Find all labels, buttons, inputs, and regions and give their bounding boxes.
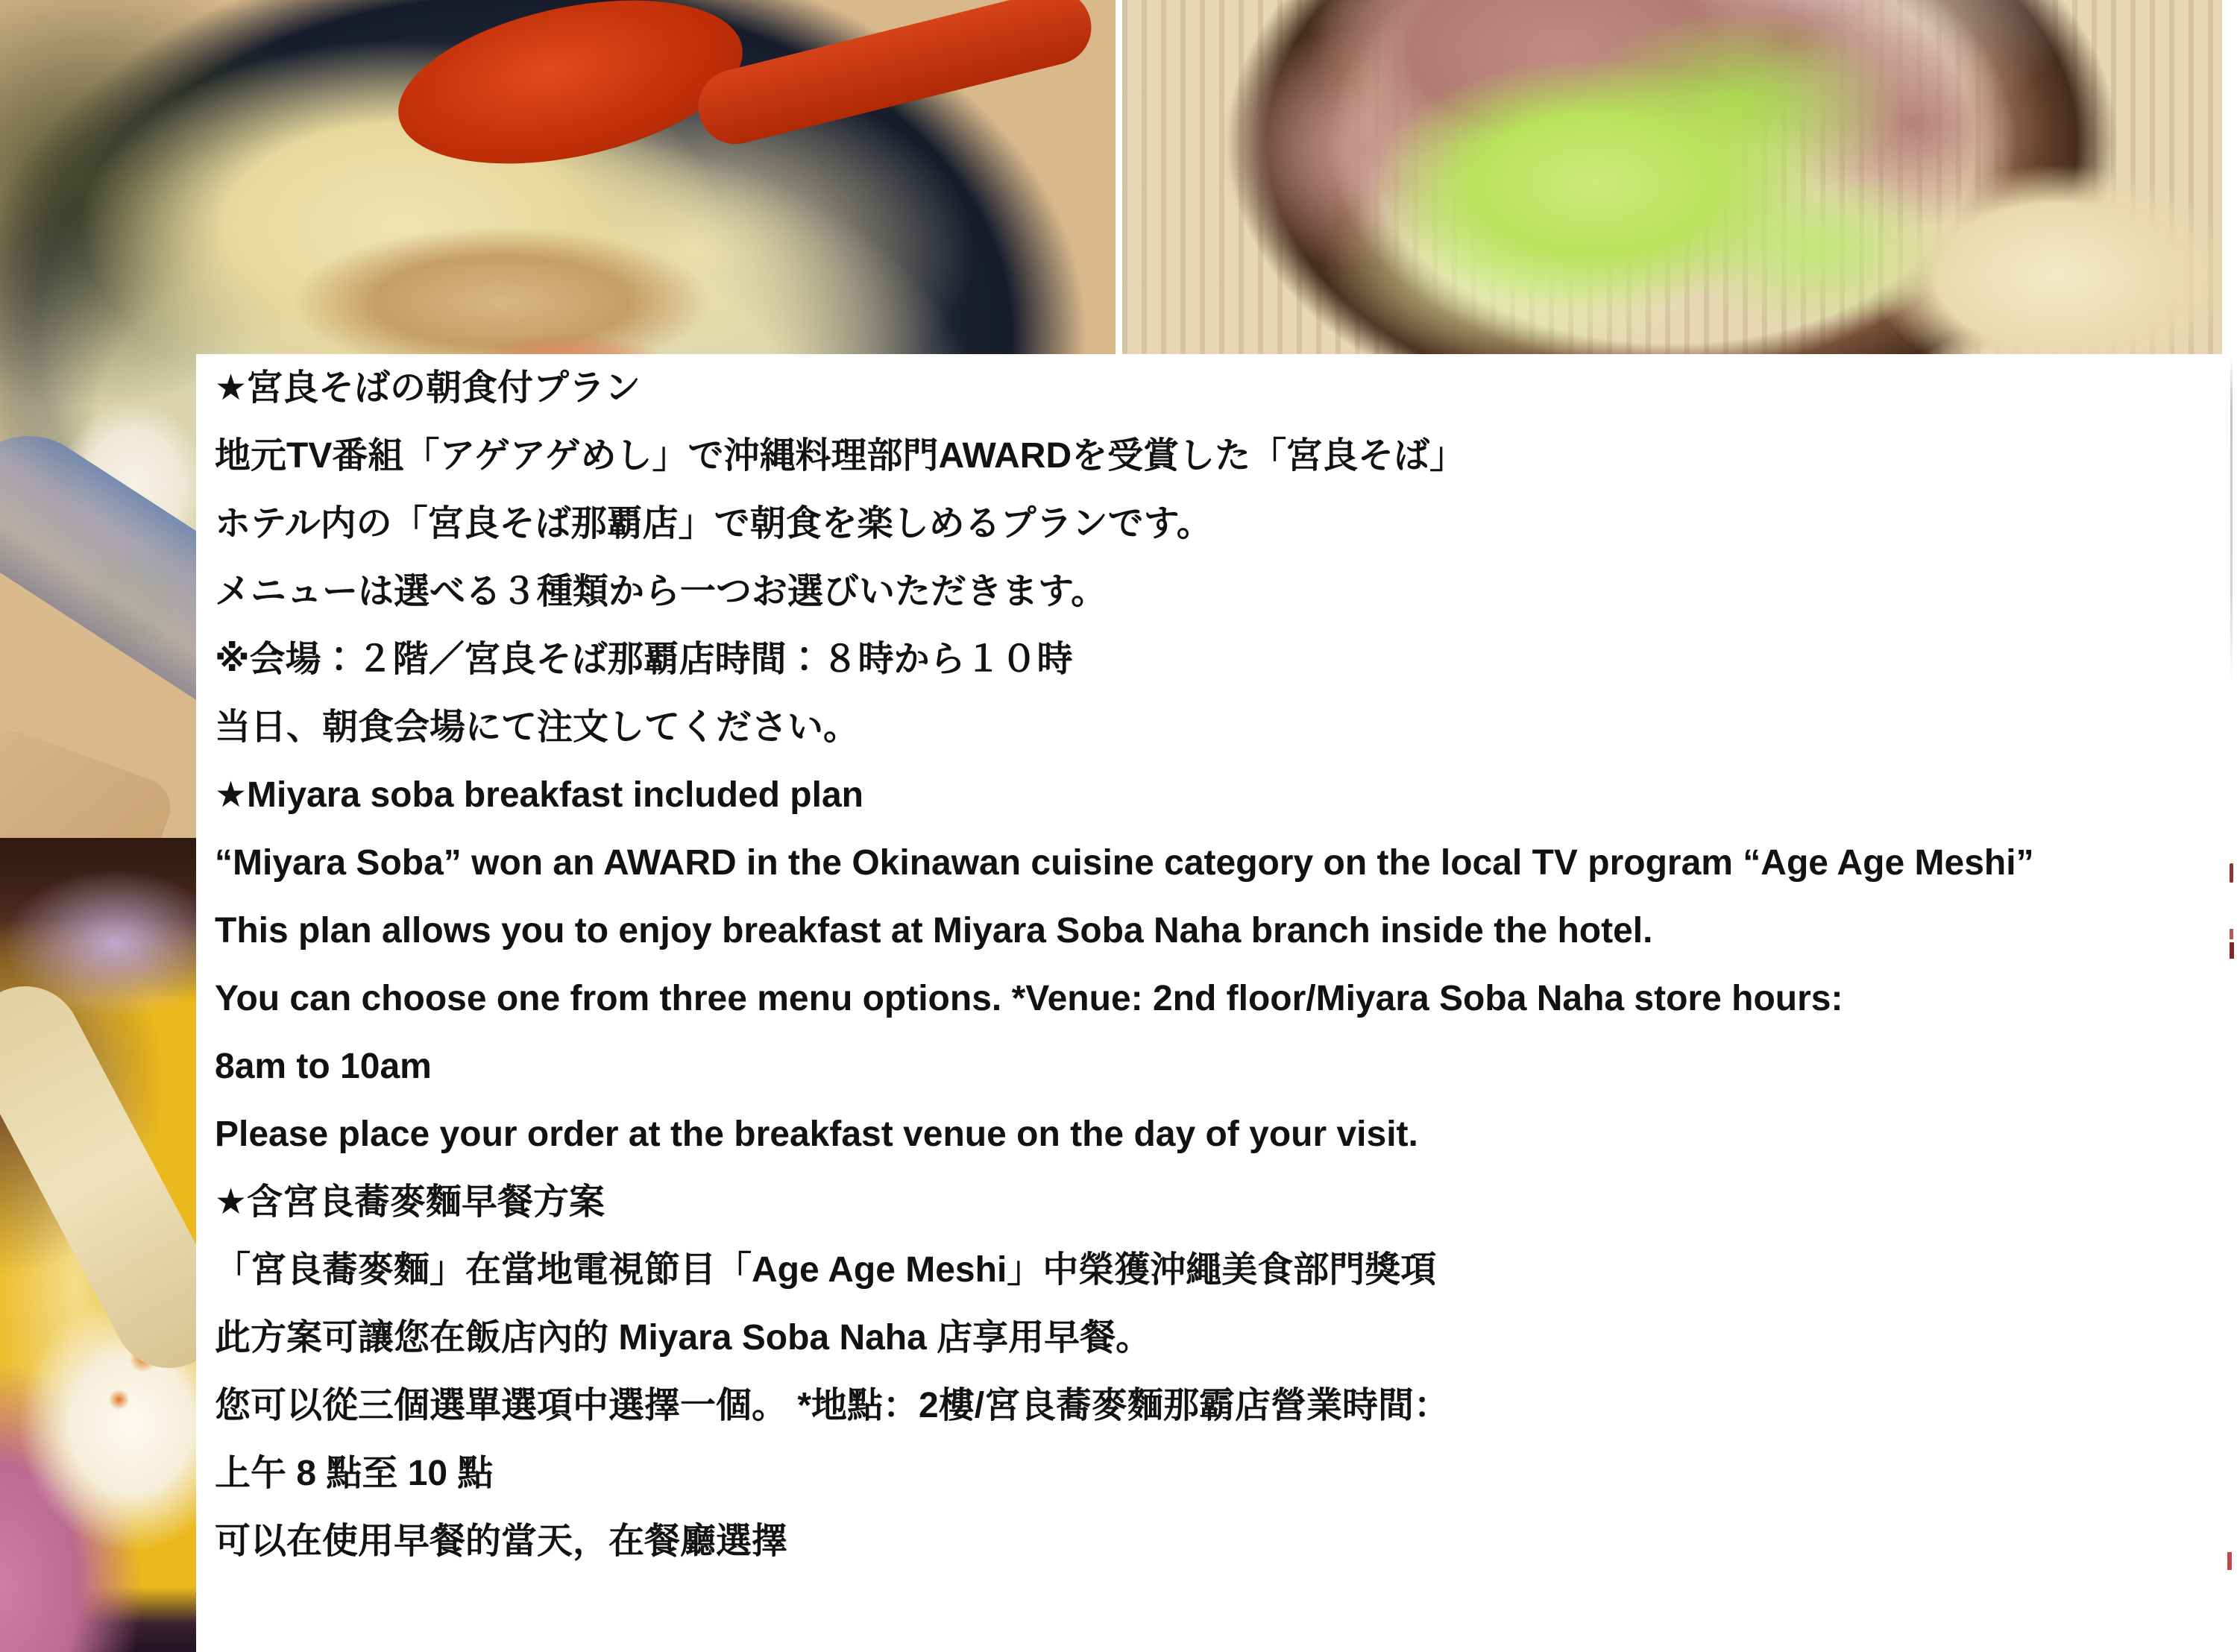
text-line-zh-hotel: 此方案可讓您在飯店內的 Miyara Soba Naha 店享用早餐。 bbox=[215, 1318, 1152, 1358]
text-line-ja-order: 当日、朝食会場にて注文してください。 bbox=[215, 707, 860, 747]
right-edge-red-dash-artifact bbox=[2230, 929, 2233, 939]
text-line-zh-title: ★含宮良蕎麥麵早餐方案 bbox=[215, 1182, 605, 1222]
wood-table-corner-shape bbox=[0, 723, 179, 838]
text-line-zh-order: 可以在使用早餐的當天，在餐廳選擇 bbox=[215, 1522, 788, 1561]
text-line-ja-venue: ※会場：２階／宮良そば那覇店時間：８時から１０時 bbox=[215, 640, 1073, 679]
text-line-en-title: ★Miyara soba breakfast included plan bbox=[215, 775, 863, 815]
text-line-ja-award: 地元TV番組「アゲアゲめし」で沖縄料理部門AWARDを受賞した「宮良そば」 bbox=[215, 436, 1466, 476]
text-line-en-hours: 8am to 10am bbox=[215, 1047, 432, 1086]
right-edge-red-dash-artifact bbox=[2230, 863, 2233, 883]
text-line-ja-menu: メニューは選べる３種類から一つお選びいただきます。 bbox=[215, 572, 1107, 611]
right-edge-red-dash-artifact bbox=[2227, 1552, 2232, 1570]
text-line-en-award: “Miyara Soba” won an AWARD in the Okinawan cuisine category on the local TV program “Age Age Meshi” bbox=[215, 843, 2034, 883]
stewed-pork-photo bbox=[1122, 0, 2222, 354]
text-line-en-venue: You can choose one from three menu options. *Venue: 2nd floor/Miyara Soba Naha store hours: bbox=[215, 979, 1843, 1018]
text-line-zh-award: 「宮良蕎麥麵」在當地電視節目「Age Age Meshi」中榮獲沖繩美食部門獎項 bbox=[215, 1250, 1437, 1290]
text-line-en-hotel: This plan allows you to enjoy breakfast at Miyara Soba Naha branch inside the hotel. bbox=[215, 911, 1653, 950]
text-line-zh-hours: 上午 8 點至 10 點 bbox=[215, 1454, 494, 1493]
bowl-rim-band-shape bbox=[0, 967, 198, 1388]
text-line-en-order: Please place your order at the breakfast venue on the day of your visit. bbox=[215, 1115, 1418, 1154]
plan-description-panel bbox=[196, 354, 2237, 1652]
red-spoon-handle-shape bbox=[690, 0, 1099, 152]
text-line-ja-title: ★宮良そばの朝食付プラン bbox=[215, 368, 641, 408]
text-line-zh-venue: 您可以從三個選單選項中選擇一個。 *地點：2樓/宮良蕎麥麵那霸店營業時間： bbox=[215, 1386, 1450, 1425]
right-edge-red-dash-artifact bbox=[2230, 942, 2234, 959]
right-edge-gray-line-artifact bbox=[2230, 356, 2233, 684]
text-line-ja-hotel: ホテル内の「宮良そば那覇店」で朝食を楽しめるプランです。 bbox=[215, 504, 1212, 543]
yellow-broth-bowl-photo bbox=[0, 838, 198, 1652]
